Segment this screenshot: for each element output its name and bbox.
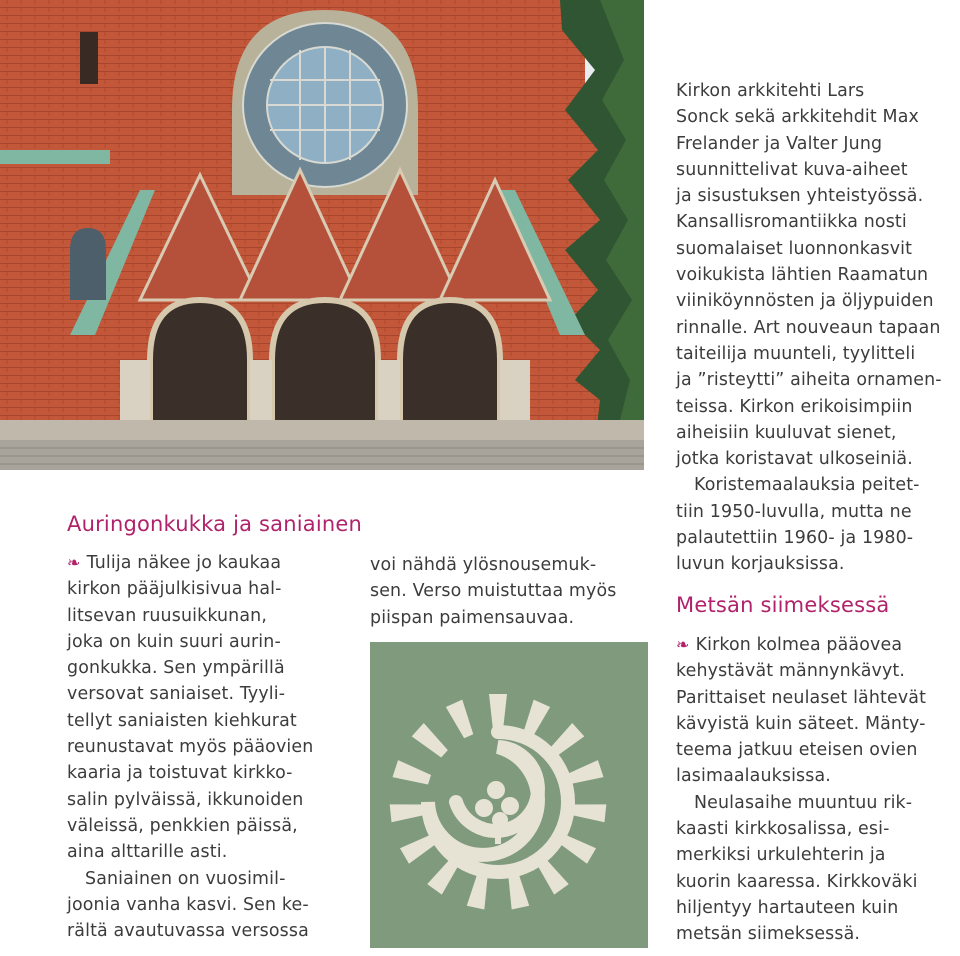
text-line: tiin 1950-luvulla, mutta ne (676, 501, 912, 522)
text-line: ❧ Kirkon kolmea pääovea (676, 635, 903, 655)
text-line: salin pylväissä, ikkunoiden (67, 789, 304, 810)
text-line: reunustavat myös pääovien (67, 737, 314, 758)
text-line: kehystävät männynkävyt. (676, 661, 906, 682)
text-line: Koristemaalauksia peitet- (694, 475, 920, 496)
text-line: suunnittelivat kuva-aiheet (676, 159, 908, 180)
text-line: kaaria ja toistuvat kirkko- (67, 763, 293, 784)
text-line: palautettiin 1960- ja 1980- (676, 528, 914, 549)
text-line: piispan paimensauvaa. (370, 607, 575, 628)
church-facade-photo (0, 0, 644, 470)
text-line: merkiksi urkulehterin ja (676, 845, 886, 866)
section-heading-metsan-siimeksessa: Metsän siimeksessä (676, 593, 890, 617)
church-facade-illustration (0, 0, 644, 470)
text-line: luvun korjauksissa. (676, 554, 845, 575)
text-line: Kirkon arkkitehti Lars (676, 81, 865, 101)
text-line: Neulasaihe muuntuu rik- (694, 792, 913, 813)
text-line: hiljentyy hartauteen kuin (676, 897, 899, 918)
text-line: rinnalle. Art nouveaun tapaan (676, 317, 941, 338)
text-line: Saniainen on vuosimil- (85, 868, 286, 889)
text-line: Parittaiset neulaset lähtevät (676, 687, 927, 708)
text-line: ❧ Tulija näkee jo kaukaa (67, 553, 282, 573)
text-line: Sonck sekä arkkitehdit Max (676, 107, 919, 128)
fleuron-icon: ❧ (676, 635, 690, 654)
text-line: taiteilija muunteli, tyylitteli (676, 343, 916, 364)
text-line: teema jatkuu eteisen ovien (676, 740, 918, 761)
text-line: kaasti kirkkosalissa, esi- (676, 819, 890, 840)
text-line: litsevan ruusuikkunan, (67, 605, 268, 626)
text-line: ja ”risteytti” aiheita ornamen- (676, 370, 942, 391)
body-text-right-section-2 (676, 632, 926, 948)
body-text-right-intro (676, 78, 942, 578)
body-text-column-1 (67, 550, 313, 944)
fern-ornament-photo (370, 642, 648, 948)
text-line: voikukista lähtien Raamatun (676, 265, 929, 286)
text-line: voi nähdä ylösnousemuk- (370, 555, 597, 575)
text-line: joonia vanha kasvi. Sen ke- (67, 894, 309, 915)
text-line: kuorin kaaressa. Kirkkoväki (676, 871, 918, 892)
text-line: kirkon pääjulkisivua hal- (67, 579, 282, 600)
text-line: tellyt saniaisten kiehkurat (67, 710, 297, 731)
section-heading-auringonkukka: Auringonkukka ja saniainen (67, 512, 363, 536)
text-line: viiniköynnösten ja öljypuiden (676, 291, 934, 312)
text-line: aina alttarille asti. (67, 842, 228, 863)
text-line: kävyistä kuin säteet. Mänty- (676, 713, 926, 734)
text-line: metsän siimeksessä. (676, 924, 861, 945)
fern-ornament-illustration (370, 642, 648, 948)
text-line: teissa. Kirkon erikoisimpiin (676, 396, 913, 417)
text-line: lasimaalauksissa. (676, 766, 831, 787)
body-text-column-2 (370, 552, 616, 631)
text-line: versovat saniaiset. Tyyli- (67, 684, 286, 705)
text-line: sen. Verso muistuttaa myös (370, 581, 617, 602)
text-line: gonkukka. Sen ympärillä (67, 658, 285, 679)
text-line: rältä avautuvassa versossa (67, 921, 309, 942)
fleuron-icon: ❧ (67, 553, 81, 572)
text-line: suomalaiset luonnonkasvit (676, 238, 913, 259)
text-line: ja sisustuksen yhteistyössä. (676, 186, 924, 207)
text-line: Kansallisromantiikka nosti (676, 212, 907, 233)
text-line: väleissä, penkkien päissä, (67, 815, 298, 836)
text-line: Frelander ja Valter Jung (676, 133, 883, 154)
text-line: jotka koristavat ulkoseiniä. (676, 449, 913, 470)
text-line: joka on kuin suuri aurin- (67, 631, 281, 652)
text-line: aiheisiin kuuluvat sienet, (676, 422, 897, 443)
